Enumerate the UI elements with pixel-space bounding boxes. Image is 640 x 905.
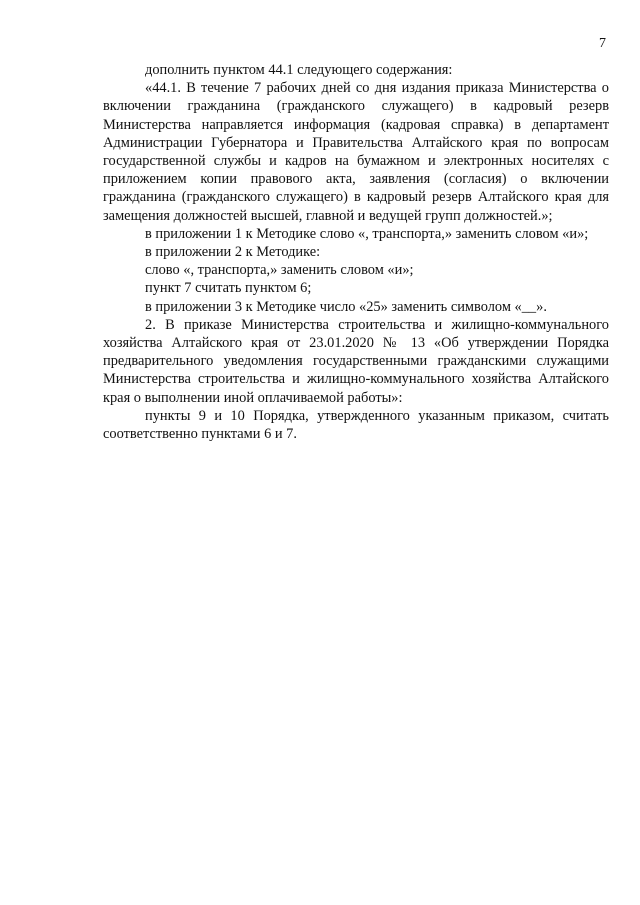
paragraph-6: пункт 7 считать пунктом 6; [145,280,312,297]
paragraph-2: «44.1. В течение 7 рабочих дней со дня издания приказа Министерства о включении гражданина (гражданского служащего) в кадровый резерв Министерства направляется информация (кадровая справка) в департамент Администрации Губернатора и Правительства Алтайского края по вопросам государственной службы и кадров на бумажном и электронных носителях с приложением копии правового акта, заявления (согласия) о включении гражданина (гражданского служащего) в кадровый резерв Алтайского края для замещения должностей высшей, главной и ведущей групп должностей.»; [103,80,609,224]
paragraph-8: 2. В приказе Министерства строительства и жилищно-коммунального хозяйства Алтайского края от 23.01.2020 № 13 «Об утверждении Порядка предварительного уведомления государственными гражданскими служащими Министерства строительства и жилищно-коммунального хозяйства Алтайского края о выполнении иной оплачиваемой работы»: [103,316,609,406]
paragraph-7: в приложении 3 к Методике число «25» заменить символом «__». [145,298,547,315]
paragraph-9: пункты 9 и 10 Порядка, утвержденного указанным приказом, считать соответственно пунктами 6 и 7. [103,407,609,443]
page-number: 7 [599,36,606,51]
document-body [103,61,609,443]
paragraph-4: в приложении 2 к Методике: [145,244,321,261]
paragraph-5: слово «, транспорта,» заменить словом «и»; [145,262,414,279]
paragraph-1: дополнить пунктом 44.1 следующего содержания: [145,62,453,78]
paragraph-3: в приложении 1 к Методике слово «, транспорта,» заменить словом «и»; [145,225,589,242]
